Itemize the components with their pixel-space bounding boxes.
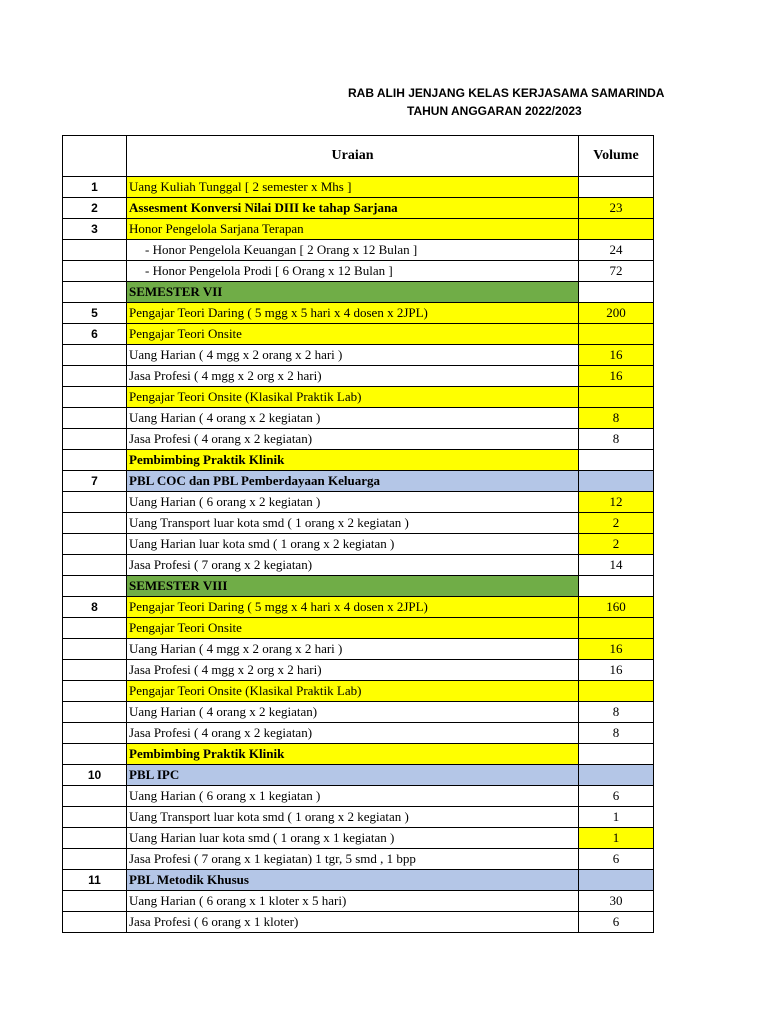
- row-uraian: Pengajar Teori Daring ( 5 mgg x 5 hari x 4 dosen x 2JPL): [127, 303, 579, 324]
- table-row: [63, 240, 654, 261]
- table-row: [63, 303, 654, 324]
- row-volume: 16: [579, 639, 654, 660]
- table-header-row: [63, 136, 654, 177]
- row-uraian: Jasa Profesi ( 4 mgg x 2 org x 2 hari): [127, 366, 579, 387]
- table-row: [63, 366, 654, 387]
- row-volume: 6: [579, 849, 654, 870]
- table-row: [63, 891, 654, 912]
- row-number: 7: [63, 471, 127, 492]
- table-row: [63, 408, 654, 429]
- row-volume: [579, 387, 654, 408]
- row-uraian: - Honor Pengelola Keuangan [ 2 Orang x 12 Bulan ]: [127, 240, 579, 261]
- header-volume: Volume: [579, 136, 654, 177]
- row-number: [63, 387, 127, 408]
- row-number: 6: [63, 324, 127, 345]
- row-number: [63, 828, 127, 849]
- row-volume: 6: [579, 912, 654, 933]
- row-uraian: Pengajar Teori Onsite (Klasikal Praktik Lab): [127, 681, 579, 702]
- row-number: [63, 744, 127, 765]
- row-volume: 2: [579, 513, 654, 534]
- row-volume: [579, 870, 654, 891]
- row-number: 1: [63, 177, 127, 198]
- table-row: [63, 618, 654, 639]
- table-row: [63, 597, 654, 618]
- row-volume: 2: [579, 534, 654, 555]
- row-volume: [579, 282, 654, 303]
- row-number: 2: [63, 198, 127, 219]
- row-uraian: Uang Harian ( 4 orang x 2 kegiatan ): [127, 408, 579, 429]
- row-uraian: Pembimbing Praktik Klinik: [127, 744, 579, 765]
- row-number: [63, 555, 127, 576]
- table-row: [63, 492, 654, 513]
- row-uraian: Uang Harian ( 6 orang x 2 kegiatan ): [127, 492, 579, 513]
- row-volume: 160: [579, 597, 654, 618]
- row-volume: 16: [579, 660, 654, 681]
- row-number: 5: [63, 303, 127, 324]
- table-row: [63, 639, 654, 660]
- row-volume: 6: [579, 786, 654, 807]
- row-volume: [579, 219, 654, 240]
- row-number: [63, 534, 127, 555]
- row-number: [63, 240, 127, 261]
- row-uraian: Pengajar Teori Onsite: [127, 324, 579, 345]
- row-number: [63, 345, 127, 366]
- row-number: [63, 429, 127, 450]
- table-row: [63, 534, 654, 555]
- table-row: [63, 198, 654, 219]
- row-number: [63, 912, 127, 933]
- table-row: [63, 177, 654, 198]
- row-uraian: Pengajar Teori Onsite (Klasikal Praktik Lab): [127, 387, 579, 408]
- row-uraian: Pengajar Teori Daring ( 5 mgg x 4 hari x 4 dosen x 2JPL): [127, 597, 579, 618]
- row-volume: [579, 576, 654, 597]
- row-number: [63, 261, 127, 282]
- row-number: 11: [63, 870, 127, 891]
- row-number: [63, 366, 127, 387]
- row-uraian: Uang Harian ( 4 mgg x 2 orang x 2 hari ): [127, 345, 579, 366]
- table-row: [63, 849, 654, 870]
- header-no: [63, 136, 127, 177]
- row-volume: [579, 450, 654, 471]
- row-uraian: Uang Transport luar kota smd ( 1 orang x 2 kegiatan ): [127, 513, 579, 534]
- row-volume: 1: [579, 807, 654, 828]
- row-number: [63, 702, 127, 723]
- row-volume: 1: [579, 828, 654, 849]
- row-uraian: Jasa Profesi ( 7 orang x 2 kegiatan): [127, 555, 579, 576]
- row-number: [63, 408, 127, 429]
- row-uraian: Uang Harian ( 6 orang x 1 kloter x 5 hari): [127, 891, 579, 912]
- row-uraian: Uang Harian ( 4 orang x 2 kegiatan): [127, 702, 579, 723]
- table-row: [63, 828, 654, 849]
- row-uraian: Uang Kuliah Tunggal [ 2 semester x Mhs ]: [127, 177, 579, 198]
- row-volume: [579, 618, 654, 639]
- header-uraian: Uraian: [127, 136, 579, 177]
- table-row: [63, 261, 654, 282]
- row-volume: 12: [579, 492, 654, 513]
- row-number: [63, 282, 127, 303]
- row-uraian: PBL Metodik Khusus: [127, 870, 579, 891]
- row-uraian: Jasa Profesi ( 4 orang x 2 kegiatan): [127, 723, 579, 744]
- table-row: [63, 345, 654, 366]
- table-row: [63, 912, 654, 933]
- row-number: [63, 576, 127, 597]
- row-number: 3: [63, 219, 127, 240]
- row-volume: 14: [579, 555, 654, 576]
- row-number: [63, 723, 127, 744]
- row-volume: 16: [579, 345, 654, 366]
- table-row: [63, 429, 654, 450]
- row-uraian: Pengajar Teori Onsite: [127, 618, 579, 639]
- table-row: [63, 723, 654, 744]
- row-uraian: SEMESTER VIII: [127, 576, 579, 597]
- table-row: [63, 219, 654, 240]
- row-uraian: Pembimbing Praktik Klinik: [127, 450, 579, 471]
- table-row: [63, 387, 654, 408]
- row-volume: [579, 744, 654, 765]
- row-uraian: Jasa Profesi ( 4 orang x 2 kegiatan): [127, 429, 579, 450]
- row-volume: [579, 177, 654, 198]
- table-row: [63, 471, 654, 492]
- row-uraian: Uang Harian luar kota smd ( 1 orang x 1 kegiatan ): [127, 828, 579, 849]
- row-number: [63, 618, 127, 639]
- row-volume: 16: [579, 366, 654, 387]
- table-row: [63, 702, 654, 723]
- row-uraian: Jasa Profesi ( 6 orang x 1 kloter): [127, 912, 579, 933]
- row-number: 10: [63, 765, 127, 786]
- row-volume: 8: [579, 702, 654, 723]
- row-uraian: Uang Harian ( 6 orang x 1 kegiatan ): [127, 786, 579, 807]
- table-row: [63, 324, 654, 345]
- row-volume: [579, 471, 654, 492]
- table-row: [63, 744, 654, 765]
- table-row: [63, 660, 654, 681]
- row-number: [63, 660, 127, 681]
- table-row: [63, 555, 654, 576]
- row-uraian: PBL IPC: [127, 765, 579, 786]
- row-uraian: Uang Harian ( 4 mgg x 2 orang x 2 hari ): [127, 639, 579, 660]
- table-row: [63, 282, 654, 303]
- row-volume: 200: [579, 303, 654, 324]
- row-volume: 8: [579, 408, 654, 429]
- row-number: [63, 891, 127, 912]
- table-row: [63, 807, 654, 828]
- row-uraian: PBL COC dan PBL Pemberdayaan Keluarga: [127, 471, 579, 492]
- table-row: [63, 576, 654, 597]
- row-number: [63, 492, 127, 513]
- table-row: [63, 765, 654, 786]
- row-uraian: Uang Harian luar kota smd ( 1 orang x 2 kegiatan ): [127, 534, 579, 555]
- table-row: [63, 870, 654, 891]
- row-number: [63, 681, 127, 702]
- row-number: [63, 639, 127, 660]
- table-row: [63, 513, 654, 534]
- row-volume: 24: [579, 240, 654, 261]
- row-number: [63, 513, 127, 534]
- row-volume: [579, 681, 654, 702]
- row-volume: 8: [579, 723, 654, 744]
- row-uraian: - Honor Pengelola Prodi [ 6 Orang x 12 Bulan ]: [127, 261, 579, 282]
- row-uraian: Assesment Konversi Nilai DIII ke tahap Sarjana: [127, 198, 579, 219]
- row-volume: [579, 765, 654, 786]
- row-uraian: Honor Pengelola Sarjana Terapan: [127, 219, 579, 240]
- row-number: [63, 786, 127, 807]
- row-uraian: SEMESTER VII: [127, 282, 579, 303]
- budget-table-body: [63, 136, 654, 933]
- row-volume: 8: [579, 429, 654, 450]
- table-row: [63, 786, 654, 807]
- row-number: 8: [63, 597, 127, 618]
- document-subtitle: TAHUN ANGGARAN 2022/2023: [407, 104, 582, 118]
- budget-table: [62, 135, 654, 933]
- row-volume: 23: [579, 198, 654, 219]
- row-uraian: Jasa Profesi ( 4 mgg x 2 org x 2 hari): [127, 660, 579, 681]
- row-uraian: Jasa Profesi ( 7 orang x 1 kegiatan) 1 tgr, 5 smd , 1 bpp: [127, 849, 579, 870]
- row-uraian: Uang Transport luar kota smd ( 1 orang x 2 kegiatan ): [127, 807, 579, 828]
- table-row: [63, 681, 654, 702]
- row-volume: [579, 324, 654, 345]
- row-number: [63, 849, 127, 870]
- document-title: RAB ALIH JENJANG KELAS KERJASAMA SAMARINDA: [348, 86, 665, 100]
- row-volume: 30: [579, 891, 654, 912]
- table-row: [63, 450, 654, 471]
- row-volume: 72: [579, 261, 654, 282]
- row-number: [63, 807, 127, 828]
- row-number: [63, 450, 127, 471]
